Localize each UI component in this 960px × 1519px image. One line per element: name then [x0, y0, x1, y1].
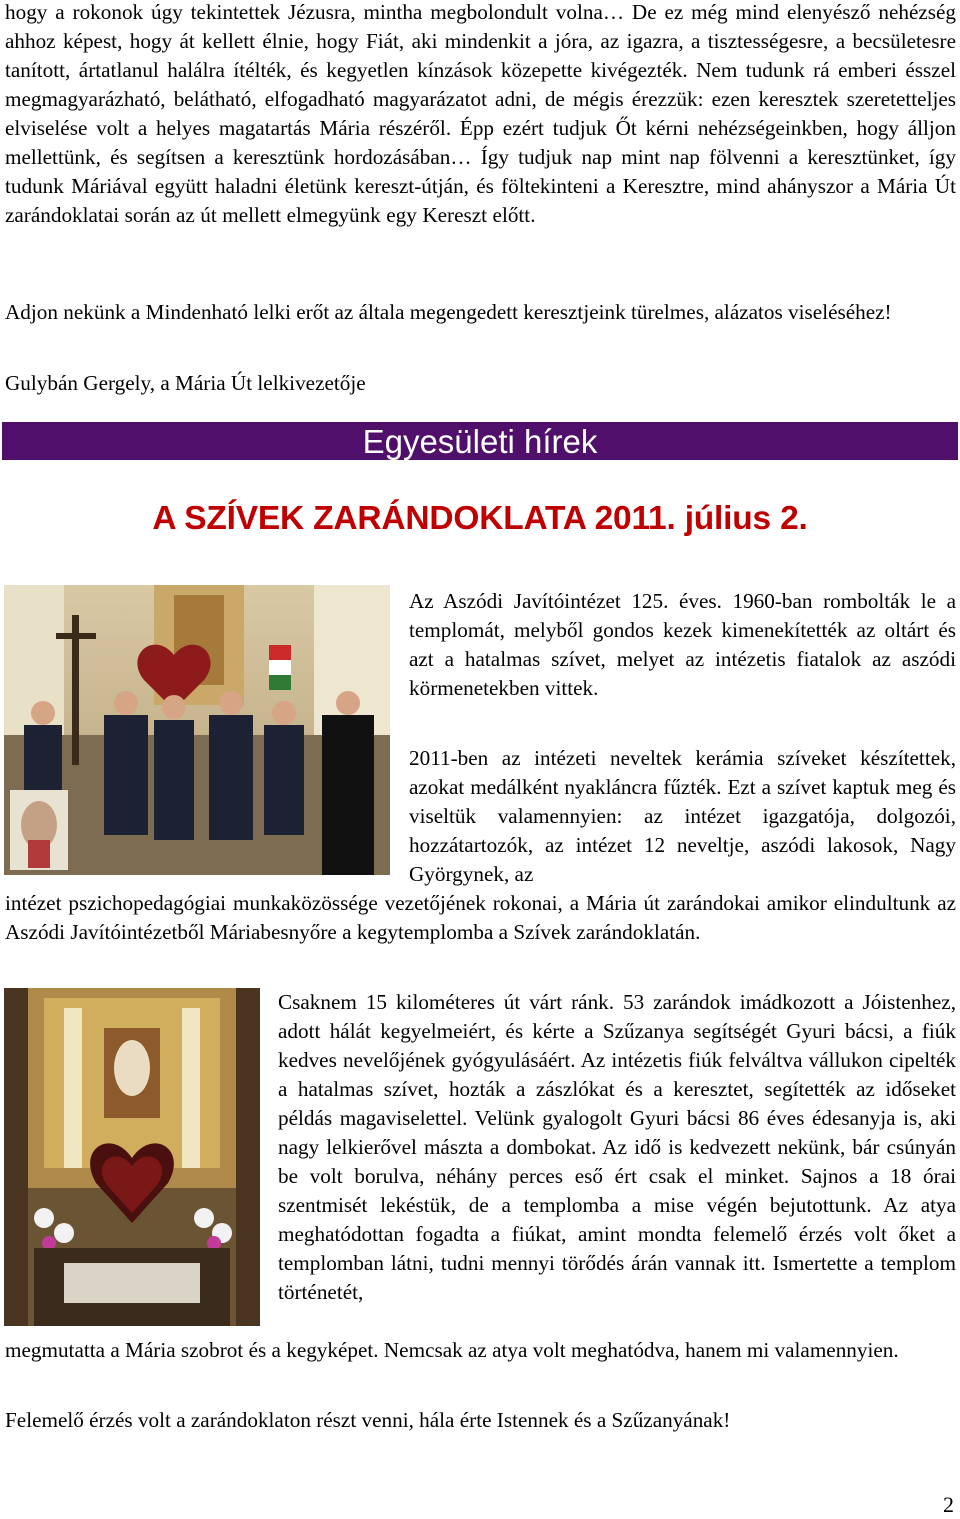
- article-closing: Felemelő érzés volt a zarándoklaton részt venni, hála érte Istennek és a Szűzanyának!: [5, 1408, 731, 1432]
- article-paragraph-3-continued: megmutatta a Mária szobrot és a kegyképet. Nemcsak az atya volt meghatódva, hanem mi valamennyien.: [5, 1338, 899, 1362]
- altar-photo: [4, 988, 260, 1326]
- closing-prayer: Adjon nekünk a Mindenható lelki erőt az általa megengedett keresztjeink türelmes, alázatos viseléséhez!: [5, 300, 892, 324]
- section-banner: [2, 422, 958, 460]
- article-paragraph-2-side: 2011-ben az intézeti neveltek kerámia szíveket készítettek, azokat medálként nyakláncra fűzték. Ezt a szívet kaptuk meg és viseltük valamennyien: az intézet igazgatója, dolgozói, hozzátartozók, az intézet 12 neveltje, aszódi lakosok, Nagy Györgynek, az: [409, 746, 956, 886]
- article-paragraph-3-side: Csaknem 15 kilométeres út várt ránk. 53 zarándok imádkozott a Jóistenhez, adott hálát kegyelmeiért, és kérte a Szűzanya segítségét Gyuri bácsi, a fiúk kedves nevelőjének gyógyulásáért. Az intézetis fiúk felváltva vállukon cipelték a hatalmas szívet, hozták a zászlókat és a keresztet, segítették az időseket példás magaviselettel. Velünk gyalogolt Gyuri bácsi 86 éves édesanyja is, aki nagy lelkierővel mászta a dombokat. Az idő is kedvezett nekünk, bár csúnyán be volt borulva, néhány perces eső ért csak el minket. Sajnos a 18 órai szentmisét lekéstük, de a templomba a mise végén bejutottunk. Az atya meghatódottan fogadta a fiúkat, amint mondta felemelő érzés volt őket a templomban látni, tudni mennyi törődés árán vannak itt. Ismertette a templom történetét,: [278, 990, 956, 1304]
- signature: Gulybán Gergely, a Mária Út lelkivezetője: [5, 371, 366, 395]
- procession-photo: [4, 585, 390, 875]
- article-paragraph-1: Az Aszódi Javítóintézet 125. éves. 1960-ban rombolták le a templomát, melyből gondos kezek kimenekítették az oltárt és azt a hatalmas szívet, melyet az intézetis fiatalok az aszódi körmenetekben vittek.: [409, 589, 956, 700]
- page-number: 2: [943, 1492, 954, 1517]
- altar-heart-icon: [4, 988, 260, 1326]
- article-paragraph-2-continued: intézet pszichopedagógiai munkaközössége vezetőjének rokonai, a Mária út zarándokai amikor elindultunk az Aszódi Javítóintézetből Máriabesnyőre a kegytemplomba a Szívek zarándoklatán.: [5, 891, 956, 944]
- article-title: A SZÍVEK ZARÁNDOKLATA 2011. július 2.: [152, 500, 808, 537]
- intro-paragraph: hogy a rokonok úgy tekintettek Jézusra, mintha megbolondult volna… De ez még mind elenyésző nehézség ahhoz képest, hogy át kellett élnie, hogy Fiát, aki mindenkit a jóra, az igazra, a tisztességesre, a becsületesre tanított, ártatlanul halálra ítélték, és kegyetlen kínzások közepette kivégezték. Nem tudunk rá emberi ésszel megmagyarázható, belátható, elfogadható magyarázatot adni, de mégis érezzük: ezen keresztek szeretetteljes elviselése volt a helyes magatartás Mária részéről. Épp ezért tudjuk Őt kérni nehézségeinkben, hogy álljon mellettünk, és segítsen a keresztünk hordozásában… Így tudjuk nap mint nap fölvenni a keresztünket, így tudunk Máriával együtt haladni életünk kereszt-útján, és föltekinteni a Keresztre, mind ahányszor a Mária Út zarándoklatai során az út mellett elmegyünk egy Kereszt előtt.: [5, 0, 956, 227]
- section-banner-title: Egyesületi hírek: [362, 423, 598, 460]
- group-photo-icon: [4, 585, 390, 875]
